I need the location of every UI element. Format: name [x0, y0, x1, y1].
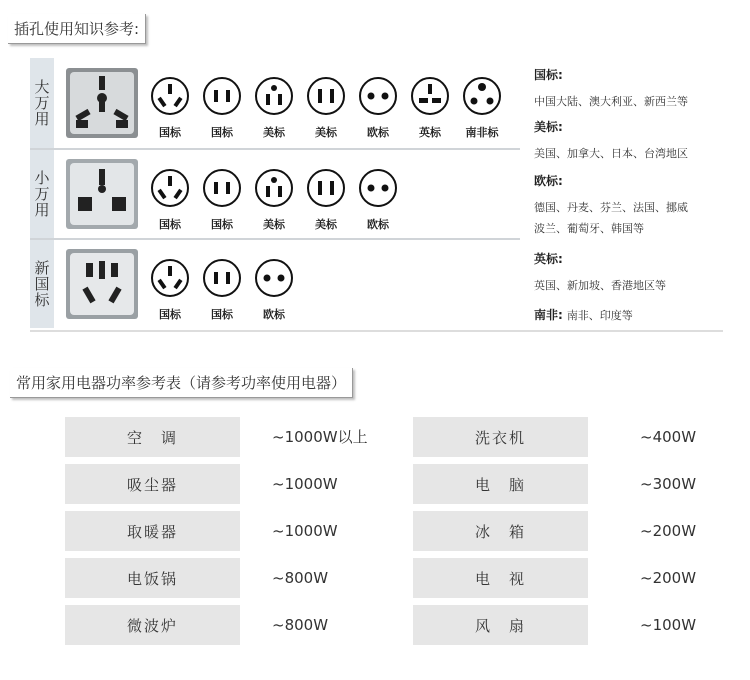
socket-plug-item — [150, 168, 190, 231]
plug-label: 欧标 — [263, 308, 285, 321]
legend-title: 美标: — [534, 120, 563, 134]
plug-label: 国标 — [211, 218, 233, 231]
appliance-name: 电 脑 — [413, 464, 588, 504]
socket-reference-panel — [30, 58, 723, 332]
cn-three-pin-icon — [150, 76, 190, 116]
appliance-power: ~100W — [640, 616, 697, 634]
socket-row-large-universal — [30, 58, 520, 150]
appliance-name: 冰 箱 — [413, 511, 588, 551]
us-three-pin-icon — [254, 168, 294, 208]
socket-plug-item — [462, 76, 502, 139]
legend-title: 英标: — [534, 252, 563, 266]
cn-two-flat-icon — [202, 168, 242, 208]
appliance-name: 吸尘器 — [65, 464, 240, 504]
eu-two-round-icon — [254, 258, 294, 298]
plug-label: 南非标 — [465, 126, 499, 139]
appliance-power: ~800W — [272, 569, 329, 587]
eu-two-round-icon — [358, 76, 398, 116]
socket-section-title: 插孔使用知识参考: — [8, 14, 146, 44]
legend-desc: 美国、加拿大、日本、台湾地区 — [534, 147, 688, 160]
appliance-power: ~200W — [640, 522, 697, 540]
us-two-flat-icon — [306, 168, 346, 208]
appliance-power: ~1000W — [272, 522, 338, 540]
row-label: 新国标 — [30, 240, 54, 328]
row-label: 大万用 — [30, 58, 54, 148]
plug-label: 英标 — [419, 126, 441, 139]
cn-three-pin-icon — [150, 258, 190, 298]
legend-guobiao — [534, 66, 719, 112]
plug-label: 美标 — [263, 126, 285, 139]
legend-desc: 南非、印度等 — [566, 309, 633, 322]
us-three-pin-icon — [254, 76, 294, 116]
appliance-name: 电 视 — [413, 558, 588, 598]
socket-plug-item — [202, 258, 242, 321]
legend-desc: 德国、丹麦、芬兰、法国、挪威 — [534, 201, 688, 214]
new-national-socket-photo — [66, 249, 138, 319]
socket-plug-item — [150, 258, 190, 321]
socket-plug-item — [202, 76, 242, 139]
cn-three-pin-icon — [150, 168, 190, 208]
legend-desc: 英国、新加坡、香港地区等 — [534, 279, 666, 292]
socket-plug-item — [306, 76, 346, 139]
appliance-power: ~1000W以上 — [272, 428, 368, 446]
appliance-power: ~300W — [640, 475, 697, 493]
plug-label: 欧标 — [367, 218, 389, 231]
cn-two-flat-icon — [202, 258, 242, 298]
plug-label: 国标 — [211, 126, 233, 139]
socket-plug-item — [358, 76, 398, 139]
legend-desc: 中国大陆、澳大利亚、新西兰等 — [534, 95, 688, 108]
plug-label: 美标 — [315, 218, 337, 231]
cn-two-flat-icon — [202, 76, 242, 116]
appliance-power: ~1000W — [272, 475, 338, 493]
legend-nanfei — [534, 304, 719, 323]
appliance-name: 电饭锅 — [65, 558, 240, 598]
large-universal-socket-photo — [66, 68, 138, 138]
socket-row-small-universal — [30, 150, 520, 240]
appliance-name: 微波炉 — [65, 605, 240, 645]
power-section-title: 常用家用电器功率参考表（请参考功率使用电器） — [10, 368, 353, 398]
plug-label: 国标 — [159, 308, 181, 321]
legend-title: 南非: — [534, 308, 563, 322]
plug-label: 欧标 — [367, 126, 389, 139]
legend-meibiao — [534, 118, 719, 164]
row-label: 小万用 — [30, 150, 54, 238]
sa-three-round-icon — [462, 76, 502, 116]
eu-two-round-icon — [358, 168, 398, 208]
plug-label: 国标 — [159, 218, 181, 231]
appliance-name: 风 扇 — [413, 605, 588, 645]
socket-plug-item — [358, 168, 398, 231]
legend-title: 国标: — [534, 68, 563, 82]
uk-three-rect-icon — [410, 76, 450, 116]
standard-legend — [524, 58, 723, 330]
socket-plug-item — [202, 168, 242, 231]
socket-plug-item — [150, 76, 190, 139]
appliance-name: 洗衣机 — [413, 417, 588, 457]
plug-label: 美标 — [263, 218, 285, 231]
small-universal-socket-photo — [66, 159, 138, 229]
legend-oubiao — [534, 172, 719, 239]
socket-plug-item — [410, 76, 450, 139]
socket-plug-item — [254, 76, 294, 139]
socket-plug-item — [254, 258, 294, 321]
legend-title: 欧标: — [534, 174, 563, 188]
appliance-power: ~200W — [640, 569, 697, 587]
appliance-power: ~800W — [272, 616, 329, 634]
appliance-name: 取暖器 — [65, 511, 240, 551]
appliance-name: 空 调 — [65, 417, 240, 457]
socket-plug-item — [254, 168, 294, 231]
plug-label: 国标 — [159, 126, 181, 139]
plug-label: 美标 — [315, 126, 337, 139]
socket-plug-item — [306, 168, 346, 231]
legend-yingbiao — [534, 250, 719, 296]
plug-label: 国标 — [211, 308, 233, 321]
socket-row-new-national — [30, 240, 520, 328]
legend-desc: 波兰、葡萄牙、韩国等 — [534, 222, 644, 235]
us-two-flat-icon — [306, 76, 346, 116]
appliance-power: ~400W — [640, 428, 697, 446]
